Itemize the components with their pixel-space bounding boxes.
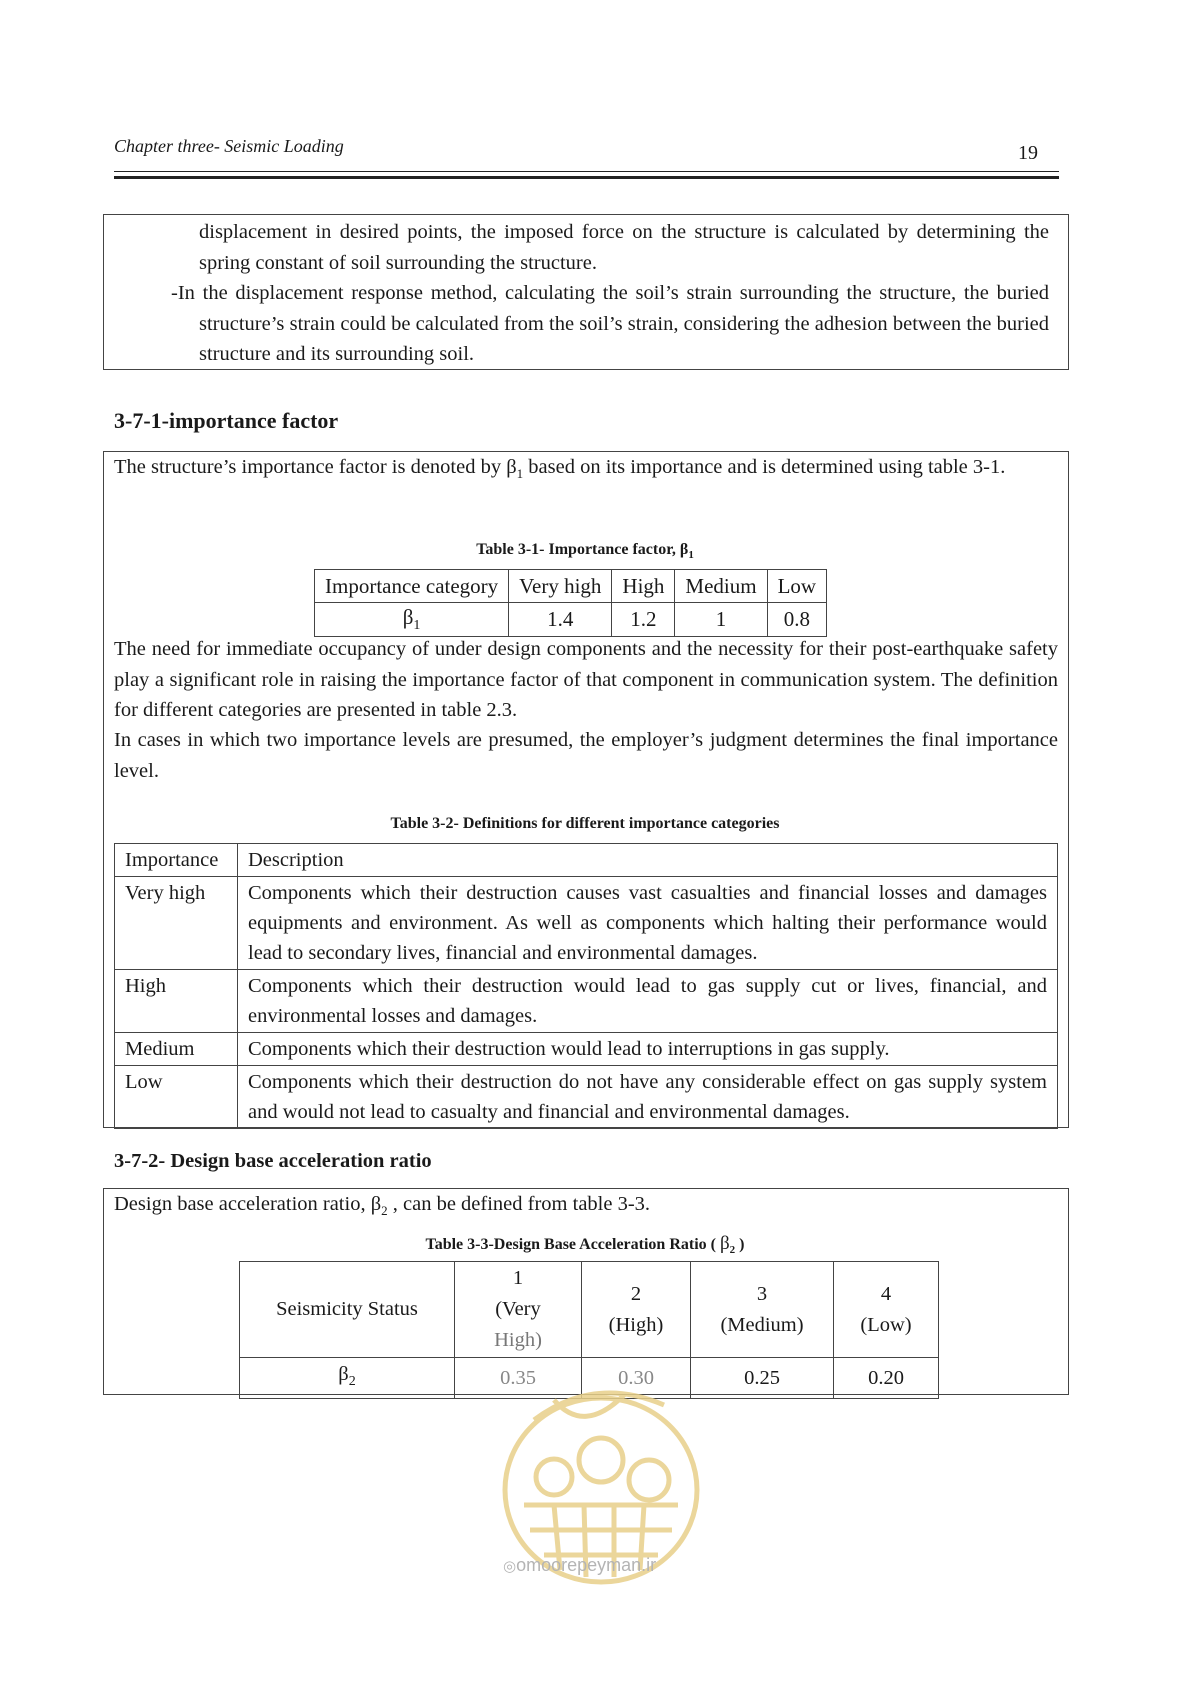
section-heading-design-base-acceleration: 3-7-2- Design base acceleration ratio	[114, 1150, 432, 1172]
table-3-1-header-cell: Low	[767, 570, 827, 603]
section-heading-importance-factor: 3-7-1-importance factor	[114, 408, 339, 433]
table-3-3-value-cell: 0.35	[455, 1358, 582, 1399]
description-cell: Components which their destruction would lead to interruptions in gas supply.	[238, 1033, 1058, 1066]
importance-cell: Low	[115, 1066, 238, 1129]
table-3-3-header-cell: 4 (Low)	[834, 1262, 939, 1358]
table-row	[115, 877, 1058, 970]
table-3-3-value-cell: 0.30	[582, 1358, 691, 1399]
table-3-3-value-cell: 0.20	[834, 1358, 939, 1399]
acceleration-intro: Design base acceleration ratio, $\beta_2$ , can be defined from table 3-3.	[114, 1193, 651, 1219]
beta-symbol: β	[370, 1193, 382, 1215]
table-3-3-header-cell: 1 (Very High)	[455, 1262, 582, 1358]
header-rule-thin	[114, 171, 1059, 172]
table-row	[115, 1066, 1058, 1129]
table-3-1-header-cell: Medium	[675, 570, 767, 603]
importance-cell: Medium	[115, 1033, 238, 1066]
table-3-1-value-cell: 1.2	[612, 603, 675, 637]
table-3-3-caption: Table 3-3-Design Base Acceleration Ratio ( $\beta_2$ )	[425, 1233, 745, 1257]
table-3-1-header-cell: Very high	[509, 570, 612, 603]
table-3-2-header-importance: Importance	[115, 844, 238, 877]
table-3-1-value-cell: 1.4	[509, 603, 612, 637]
table-3-3-beta-cell: $\beta_2$	[240, 1358, 455, 1399]
table-3-3-header-cell: 3 (Medium)	[691, 1262, 834, 1358]
table-3-1-beta-cell: $\beta_1$	[315, 603, 509, 637]
watermark-text: ◎omoorepeyman.ir	[503, 1555, 657, 1575]
table-3-1-header-label: Importance category	[315, 570, 509, 603]
table-3-3-header-cell: 2 (High)	[582, 1262, 691, 1358]
importance-paragraph-3: In cases in which two importance levels are presumed, the employer’s judgment determines the final importance level.	[114, 729, 1058, 782]
table-row	[115, 1033, 1058, 1066]
description-cell: Components which their destruction do not have any considerable effect on gas supply system and would not lead to casualty and financial and environmental damages.	[238, 1066, 1058, 1129]
header-rule-thick	[114, 176, 1059, 179]
continuation-box	[103, 214, 1069, 370]
description-cell: Components which their destruction causes vast casualties and financial losses and damages equipments and environment. As well as components which halting their performance would lead to secondary lives, financial and environmental damages.	[238, 877, 1058, 970]
table-3-2-header-description: Description	[238, 844, 1058, 877]
importance-cell: High	[115, 970, 238, 1033]
design-acceleration-box	[103, 1188, 1069, 1395]
table-3-2	[114, 843, 1058, 1129]
continuation-line-1: displacement in desired points, the imposed force on the structure is calculated by determining the spring constant of soil surrounding the structure.	[199, 221, 1049, 274]
chapter-title: Chapter three- Seismic Loading	[114, 136, 344, 156]
importance-intro: The structure’s importance factor is denoted by $\beta_1$ based on its importance and is determined using table 3-1.	[114, 456, 1006, 482]
table-3-1-header-cell: High	[612, 570, 675, 603]
continuation-line-2: -In the displacement response method, calculating the soil’s strain surrounding the structure, the buried structure’s strain could be calculated from the soil’s strain, considering the adhesion between the buried structure and its surrounding soil.	[171, 282, 1049, 365]
table-row	[115, 970, 1058, 1033]
table-3-3-header-label: Seismicity Status	[240, 1262, 455, 1358]
importance-factor-box	[103, 451, 1069, 1128]
table-3-2-caption: Table 3-2- Definitions for different importance categories	[390, 815, 780, 832]
description-cell: Components which their destruction would lead to gas supply cut or lives, financial, and environmental losses and damages.	[238, 970, 1058, 1033]
table-3-1-value-cell: 1	[675, 603, 767, 637]
table-3-1-value-cell: 0.8	[767, 603, 827, 637]
beta-symbol: β	[506, 456, 517, 478]
table-3-1	[314, 569, 827, 637]
watermark-logo-icon	[494, 1365, 708, 1585]
importance-paragraph-2: The need for immediate occupancy of under design components and the necessity for their post-earthquake safety play a significant role in raising the importance factor of that component in communication system. The definition for different categories are presented in table 2.3.	[114, 638, 1058, 721]
page-number: 19	[1018, 142, 1038, 164]
table-3-1-caption: Table 3-1- Importance factor, $\beta_1$	[476, 541, 694, 562]
importance-cell: Very high	[115, 877, 238, 970]
table-3-3-value-cell: 0.25	[691, 1358, 834, 1399]
